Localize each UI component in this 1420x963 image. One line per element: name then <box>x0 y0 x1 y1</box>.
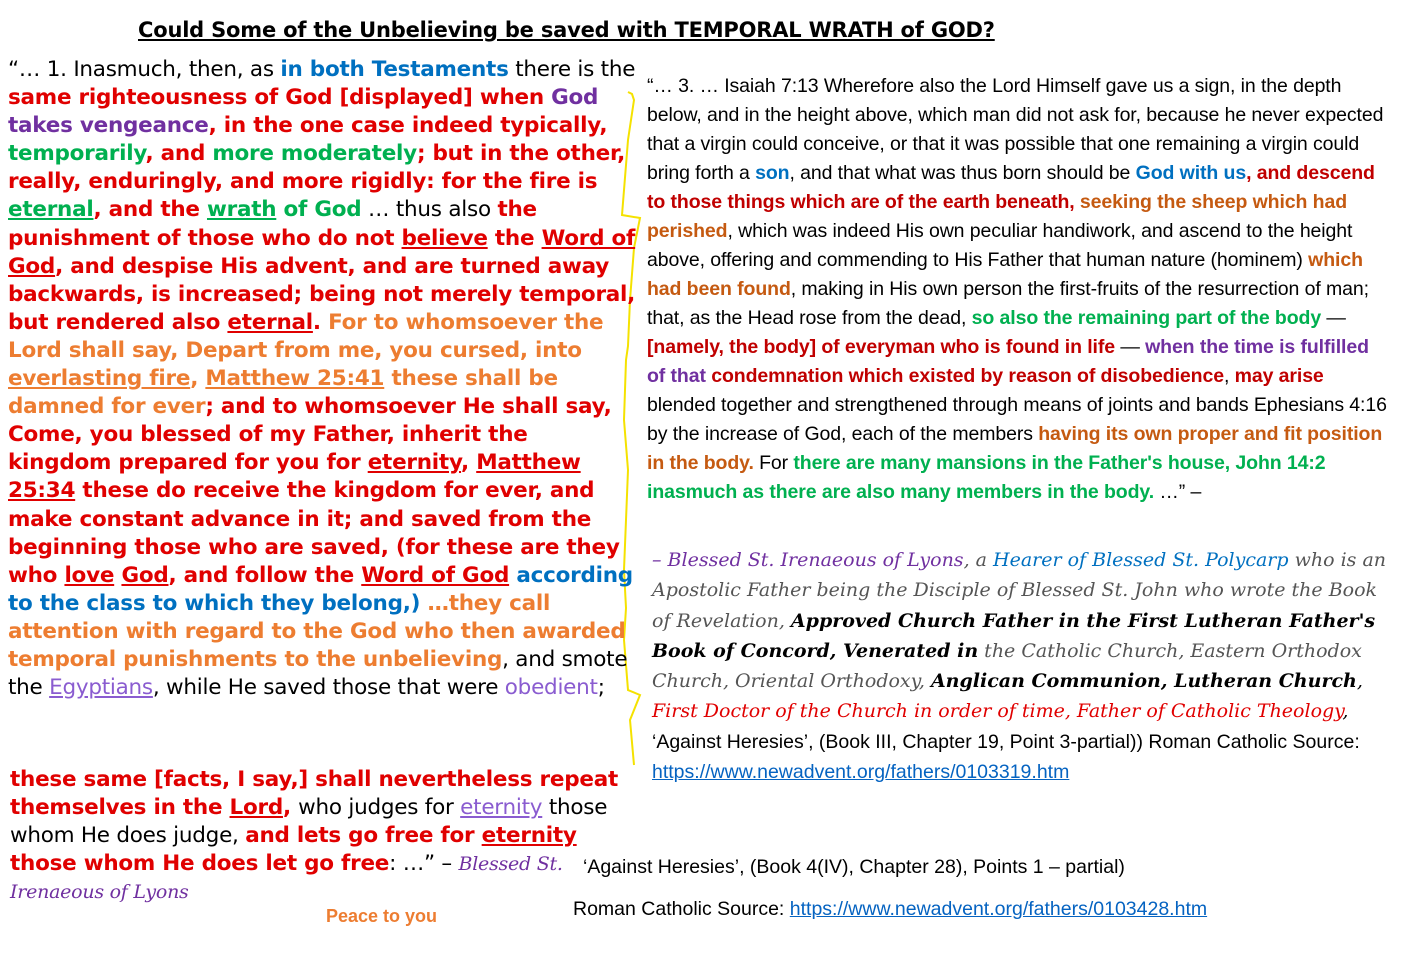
quote-text: , making in His own person the first-fruits of the resurrection of man; that, as the Head rose from the dead, <box>647 278 1369 329</box>
attribution-text: Hearer of Blessed St. Polycarp <box>993 549 1289 571</box>
quote-text: those whom He does judge, <box>10 795 608 849</box>
quote-text: which had been found <box>647 249 1363 300</box>
quote-text: For <box>753 452 794 474</box>
attribution-text: , <box>1342 700 1349 723</box>
quote-text: , and despise His advent, and are turned away backwards, is increased; being not merely temporal, but rendered also <box>8 253 636 335</box>
attribution-text: Approved Church Father in the First Lutheran Father's Book of Concord, Venerated in <box>652 609 1376 662</box>
attribution-text: – Blessed St. Irenaeous of Lyons <box>652 549 964 571</box>
quote-text: , <box>1223 365 1235 387</box>
quote-text: eternity <box>481 823 577 849</box>
quote-text: [displayed] when <box>332 85 552 111</box>
quote-text: Matthew 25:34 <box>8 450 581 504</box>
source-line <box>573 898 1207 921</box>
quote-text: the punishment of those who do not <box>8 197 537 251</box>
quote-text: … thus also <box>361 197 498 223</box>
quote-text: there are many mansions in the Father's house, John 14:2 inasmuch as there are also many members in the body. <box>647 452 1326 503</box>
right-quote-passage <box>647 72 1387 507</box>
quote-text: temporarily <box>8 141 146 167</box>
quote-text: everlasting fire <box>8 366 191 392</box>
quote-text: eternal <box>8 197 94 223</box>
quote-text: these shall be damned for ever <box>8 366 558 420</box>
source-label: Roman Catholic Source: <box>573 898 790 920</box>
quote-text: and lets go free for <box>245 823 482 849</box>
quote-text: who judges for <box>298 795 461 821</box>
quote-text: more moderately <box>212 141 417 167</box>
author-signature: Blessed St. Irenaeous of Lyons <box>10 853 563 904</box>
quote-text: having its own proper and fit position in the body. <box>647 423 1383 474</box>
source-citation: ‘Against Heresies’, (Book III, Chapter 19, Point 3-partial)) Roman Catholic Source: <box>652 730 1360 753</box>
source-citation-book4: ‘Against Heresies’, (Book 4(IV), Chapter 28), Points 1 – partial) <box>583 856 1125 878</box>
quote-text: …” – <box>1154 481 1202 503</box>
left-quote-continuation <box>10 766 640 906</box>
author-attribution <box>652 545 1397 787</box>
attribution-text: the Catholic Church, Eastern Orthodox Church, Oriental Orthodoxy, <box>652 639 1362 693</box>
quote-text: believe <box>401 225 488 251</box>
quote-text: of God <box>276 197 362 223</box>
quote-text: , while He saved those that were <box>152 675 505 701</box>
quote-text: For to whomsoever the Lord shall say, Depart from me, you cursed, into <box>8 309 604 363</box>
quote-text: ; and to whomsoever He shall say, Come, you blessed of my Father, inherit the kingdom prepared for you for <box>8 394 612 476</box>
quote-text: Word of God <box>8 225 636 279</box>
quote-text: , <box>190 366 206 392</box>
quote-text: wrath <box>206 197 277 223</box>
quote-text: those whom He does let go free <box>10 851 390 877</box>
quote-text: God takes vengeance <box>8 85 599 139</box>
quote-text: , <box>282 795 299 821</box>
quote-text: love <box>64 562 115 588</box>
quote-text: — <box>1115 336 1146 358</box>
quote-text: . <box>312 309 329 335</box>
quote-text: “… 3. … Isaiah 7:13 Wherefore also the Lord Himself gave us a sign, in the depth below, and in the height above, which man did not ask for, because he never expected that a virgin could conceive, or that it was possible that one remaining a virgin could bring forth a <box>647 75 1384 184</box>
quote-text: , which was indeed His own peculiar handiwork, and ascend to the height above, offering and commending to His Father that human nature (hominem) <box>647 220 1353 271</box>
attribution-text: , a <box>963 549 994 571</box>
quote-text: – <box>434 851 459 877</box>
quote-text: Egyptians <box>49 675 153 701</box>
quote-text: these do receive the kingdom for ever, and make constant advance in it; and saved from the beginning those who are saved, (for these are they who <box>8 478 620 588</box>
left-quote-passage <box>8 56 636 702</box>
closing-greeting: Peace to you <box>326 906 438 926</box>
quote-text: [namely, the body] of everyman who is found in life <box>647 336 1116 358</box>
attribution-text: , <box>1356 670 1363 693</box>
quote-text: , and follow the <box>168 562 362 588</box>
quote-text: according to the class to which they belong,) <box>8 562 633 616</box>
quote-text: — <box>1321 307 1346 329</box>
quote-text: , and that what was thus born should be <box>789 162 1136 184</box>
quote-text: Word of God <box>361 562 510 588</box>
quote-text: , and the <box>93 197 207 223</box>
quote-text: God with us <box>1135 162 1247 184</box>
quote-text: , in the one case indeed typically, <box>208 113 608 139</box>
attribution-text: First Doctor of the Church in order of time, Father of Catholic Theology <box>652 700 1343 723</box>
source-link-0103319[interactable]: https://www.newadvent.org/fathers/0103319.htm <box>652 761 1070 784</box>
quote-text: Matthew 25:41 <box>205 366 385 392</box>
quote-text: Lord <box>229 795 283 821</box>
quote-text: same righteousness of God <box>8 85 333 111</box>
quote-text: God <box>121 562 169 588</box>
quote-text: : …” <box>389 851 435 877</box>
quote-text: blended together and strengthened through means of joints and bands Ephesians 4:16 by the increase of God, each of the members <box>647 394 1387 445</box>
quote-text: the <box>487 225 542 251</box>
quote-text: son <box>755 162 790 184</box>
quote-text: may arise <box>1234 365 1324 387</box>
quote-text: , <box>461 450 477 476</box>
quote-text: , and descend to those things which are of the earth beneath, <box>647 162 1375 213</box>
quote-text: there is the <box>508 57 636 82</box>
quote-text: in both Testaments <box>280 57 509 82</box>
quote-text: …they call attention with regard to the God who then awarded temporal punishments to the unbelieving <box>8 590 626 672</box>
attribution-text: Anglican Communion, Lutheran Church <box>930 670 1357 693</box>
quote-text: when the time is fulfilled of that <box>647 336 1369 387</box>
quote-text: ; <box>597 675 605 701</box>
page-title: Could Some of the Unbelieving be saved with TEMPORAL WRATH of GOD? <box>138 18 995 42</box>
quote-text: obedient <box>504 675 598 701</box>
attribution-text: who is an Apostolic Father being the Disciple of Blessed St. John who wrote the Book of Revelation, <box>652 549 1387 632</box>
quote-text: seeking the sheep which had perished <box>647 191 1348 242</box>
quote-text: condemnation which existed by reason of disobedience <box>711 365 1224 387</box>
quote-text: , and <box>145 141 213 167</box>
quote-text: eternal <box>227 309 313 335</box>
quote-text: , and smote the <box>8 646 628 701</box>
quote-text: these same [facts, I say,] shall nevertheless repeat themselves in the <box>10 767 618 821</box>
quote-text: eternity <box>460 795 543 821</box>
quote-text: so also the remaining part of the body <box>971 307 1322 329</box>
source-link-0103428[interactable]: https://www.newadvent.org/fathers/0103428.htm <box>789 898 1208 920</box>
quote-text: “… 1. Inasmuch, then, as <box>8 57 281 82</box>
quote-text: ; but in the other, really, enduringly, and more rigidly: for the fire is <box>8 141 626 195</box>
quote-text: eternity <box>367 450 462 476</box>
